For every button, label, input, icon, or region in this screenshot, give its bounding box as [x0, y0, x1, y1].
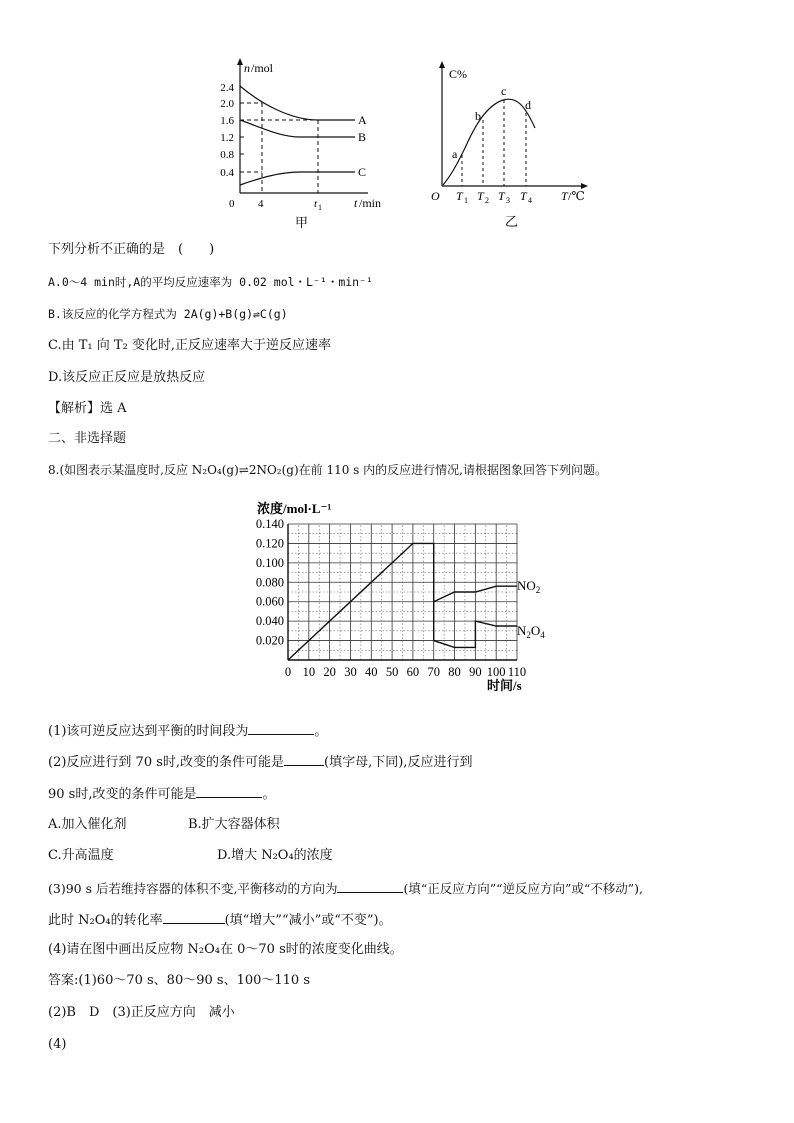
q8-part2-blank1[interactable]: [284, 752, 324, 766]
chart-ytick-label: 0.120: [255, 536, 284, 551]
jia-ytick: 2.0: [220, 98, 234, 110]
jia-caption: 甲: [295, 215, 309, 230]
yi-xlabel-T: T: [561, 189, 568, 203]
jia-origin: 0: [229, 198, 235, 210]
q7-analysis: 【解析】选 A: [48, 401, 127, 416]
jia-ylabel-n: n: [244, 61, 250, 75]
chart-ytick-label: 0.020: [255, 633, 284, 648]
yi-point-d: d: [525, 98, 531, 112]
answer-line-1: 答案:(1)60～70 s、80～90 s、100～110 s: [48, 973, 310, 988]
yi-xtick-T: T: [456, 189, 463, 203]
jia-xtick-t1: t: [314, 198, 318, 210]
jia-ytick: 1.6: [220, 115, 234, 127]
q8-part2-cont: [48, 784, 276, 804]
q8-part3-end: (填“增大”“减小”或“不变”)。: [224, 913, 392, 928]
chart-xtick-label: 110: [507, 665, 527, 679]
q8-option-c: C.升高温度: [48, 848, 114, 863]
chart-series-label-n2o4: $N_2O_4$: [517, 623, 545, 640]
jia-xlabel-t: t: [354, 196, 358, 210]
yi-xtick-sub: 2: [485, 196, 489, 205]
q8-concentration-chart: [245, 495, 565, 700]
q7-option-c: C.由 T₁ 向 T₂ 变化时,正反应速率大于逆反应速率: [48, 338, 332, 353]
jia-ylabel-unit: /mol: [251, 61, 274, 75]
q8-option-b: B.扩大容器体积: [188, 817, 280, 832]
chart-xtick-label: 10: [302, 665, 316, 679]
jia-ytick: 1.2: [220, 132, 234, 144]
q8-part3-mid: (填“正反应方向”“逆反应方向”或“不移动”),: [403, 881, 644, 896]
jia-label-a: A: [358, 113, 367, 127]
q8-part3-blank2[interactable]: [163, 910, 225, 924]
yi-xtick-sub: 1: [464, 196, 468, 205]
q8-part1: [48, 721, 327, 741]
q8-option-d: D.增大 N₂O₄的浓度: [217, 848, 333, 863]
q7-option-b: B.该反应的化学方程式为 2A(g)+B(g)⇌C(g): [48, 307, 288, 321]
yi-xtick-T: T: [520, 189, 527, 203]
jia-xtick-t1-sub: 1: [318, 203, 322, 212]
jia-dashed-guides: [240, 103, 318, 193]
q8-part1-text: (1)该可逆反应达到平衡的时间段为: [48, 724, 249, 739]
q8-stem: 8.(如图表示某温度时,反应 N₂O₄(g)⇌2NO₂(g)在前 110 s 内的反应进行情况,请根据图象回答下列问题。: [48, 463, 607, 477]
section-title: 二、非选择题: [48, 431, 127, 446]
q8-part2: [48, 752, 472, 772]
q8-part1-end: 。: [314, 724, 328, 739]
chart-xtick-label: 100: [486, 665, 506, 679]
jia-label-b: B: [358, 130, 367, 144]
yi-origin: O: [431, 189, 440, 203]
q7-stem: 下列分析不正确的是 ( ): [48, 242, 215, 257]
chart-ticks: [256, 517, 526, 679]
jia-xlabel-unit: /min: [359, 196, 382, 210]
jia-curve-c: [240, 172, 355, 185]
chart-xtick-label: 0: [284, 665, 292, 679]
q8-part3-text: (3)90 s 后若维持容器的体积不变,平衡移动的方向为: [48, 881, 338, 896]
jia-ytick: 0.4: [220, 167, 234, 179]
yi-caption: 乙: [505, 214, 519, 229]
q8-part3-cont: [48, 910, 392, 930]
q8-part2-blank2[interactable]: [196, 784, 262, 798]
q8-part2-text: (2)反应进行到 70 s时,改变的条件可能是: [48, 755, 285, 770]
q8-part3-text2: 此时 N₂O₄的转化率: [48, 913, 163, 928]
chart-series-label-no2: $NO_2$: [517, 578, 541, 595]
chart-xtick-label: 80: [448, 665, 461, 679]
q8-part2-text2: 90 s时,改变的条件可能是: [48, 787, 197, 802]
q8-part3-blank1[interactable]: [337, 879, 403, 893]
figure-yi: [425, 58, 600, 230]
yi-point-c: c: [501, 84, 507, 98]
q8-part2-mid: (填字母,下同),反应进行到: [324, 755, 473, 770]
chart-xtick-label: 60: [406, 665, 420, 679]
yi-ylabel: C%: [449, 67, 467, 81]
figure-jia: [200, 55, 400, 230]
chart-xlabel: 时间/s: [487, 678, 522, 693]
chart-ylabel: 浓度/mol·L⁻¹: [257, 501, 332, 516]
jia-yticks: [220, 82, 234, 179]
answer-line-2: (2)B D (3)正反应方向 减小: [48, 1005, 235, 1020]
chart-xtick-label: 70: [427, 665, 440, 679]
jia-ytick: 0.8: [220, 149, 234, 161]
chart-xtick-label: 90: [469, 665, 482, 679]
chart-ytick-label: 0.140: [255, 517, 284, 531]
chart-ytick-label: 0.080: [255, 575, 284, 590]
chart-ytick-label: 0.060: [255, 594, 284, 609]
yi-dashed-guides: [462, 100, 526, 186]
jia-curve-b: [240, 120, 355, 137]
chart-xtick-label: 40: [365, 665, 378, 679]
chart-xtick-label: 20: [323, 665, 336, 679]
jia-xtick-4: 4: [258, 198, 264, 210]
q7-option-a: A.0～4 min时,A的平均反应速率为 0.02 mol・L⁻¹・min⁻¹: [48, 275, 373, 289]
q8-option-a: A.加入催化剂: [48, 817, 127, 832]
chart-ytick-label: 0.040: [255, 614, 284, 629]
yi-xtick-sub: 4: [528, 196, 532, 205]
answer-line-3: (4): [48, 1037, 67, 1052]
yi-curve: [443, 99, 535, 185]
yi-y-arrow: [439, 61, 445, 68]
chart-grid: [288, 524, 517, 660]
yi-point-b: b: [475, 109, 481, 123]
jia-y-arrow: [237, 58, 243, 65]
chart-xtick-label: 30: [344, 665, 357, 679]
q8-part3: [48, 879, 643, 898]
chart-ytick-label: 0.100: [255, 555, 284, 570]
yi-xtick-sub: 3: [506, 196, 510, 205]
jia-ytick: 2.4: [220, 82, 234, 94]
yi-point-a: a: [452, 147, 458, 161]
chart-xtick-label: 50: [385, 665, 399, 679]
yi-xlabel-unit: /℃: [568, 189, 585, 203]
q7-option-d: D.该反应正反应是放热反应: [48, 370, 206, 385]
yi-xtick-T: T: [498, 189, 505, 203]
yi-xtick-T: T: [477, 189, 484, 203]
jia-label-c: C: [358, 165, 367, 179]
q8-part1-blank[interactable]: [248, 721, 314, 735]
q8-part2-end: 。: [262, 787, 276, 802]
q8-part4: (4)请在图中画出反应物 N₂O₄在 0～70 s时的浓度变化曲线。: [48, 942, 403, 957]
